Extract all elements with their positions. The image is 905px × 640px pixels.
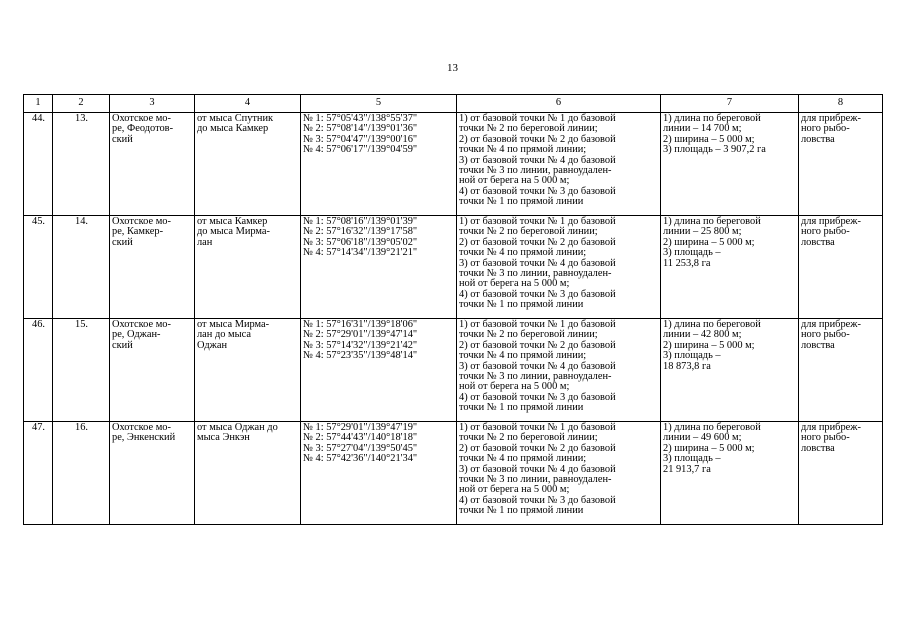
column-header: 1 <box>24 95 53 113</box>
boundary-description-cell <box>457 113 661 216</box>
purpose-line: ного рыбо- <box>801 432 850 444</box>
area-name-line: ре, Камкер- <box>112 226 164 238</box>
area-size-line: линии – 25 800 м; <box>663 226 742 238</box>
boundary-description-line: 3) от базовой точки № 4 до базовой <box>459 463 616 475</box>
purpose-cell <box>799 319 883 422</box>
row-number-cell: 46. <box>24 319 53 422</box>
boundary-description-line: точки № 3 по линии, равноудален- <box>459 268 612 280</box>
coordinates-line: № 2: 57°44'43"/140°18'18" <box>303 432 418 444</box>
boundary-description-cell <box>457 422 661 525</box>
boundary-description-line: точки № 4 по прямой линии; <box>459 144 587 156</box>
column-header: 6 <box>457 95 661 113</box>
boundary-description-line: 4) от базовой точки № 3 до базовой <box>459 494 616 506</box>
row-number-cell: 45. <box>24 216 53 319</box>
area-size-line: 3) площадь – <box>663 453 721 465</box>
table-row <box>24 319 883 422</box>
area-boundary-line: мыса Энкэн <box>197 432 250 444</box>
area-size-line: линии – 42 800 м; <box>663 329 742 341</box>
area-name-line: Охотское мо- <box>112 113 171 124</box>
coordinates-cell <box>301 422 457 525</box>
purpose-line: для прибреж- <box>801 113 861 124</box>
area-boundary-cell <box>195 422 301 525</box>
coordinates-line: № 1: 57°08'16"/139°01'39" <box>303 216 418 227</box>
area-name-cell <box>110 113 195 216</box>
boundary-description-line: точки № 1 по прямой линии <box>459 402 584 414</box>
boundary-description-line: ной от берега на 5 000 м; <box>459 175 570 187</box>
purpose-line: ловства <box>801 339 835 351</box>
coordinates-line: № 1: 57°05'43"/138°55'37" <box>303 113 418 124</box>
area-size-line: линии – 14 700 м; <box>663 123 742 135</box>
coordinates-line: № 4: 57°42'36"/140°21'34" <box>303 453 418 465</box>
coordinates-line: № 3: 57°14'32"/139°21'42" <box>303 339 418 351</box>
area-name-cell <box>110 319 195 422</box>
area-name-line: ре, Энкенский <box>112 432 176 444</box>
coordinates-line: № 4: 57°23'35"/139°48'14" <box>303 350 418 362</box>
area-boundary-cell <box>195 113 301 216</box>
area-size-line: 18 873,8 га <box>663 360 711 372</box>
coordinates-cell <box>301 216 457 319</box>
coordinates-cell <box>301 319 457 422</box>
area-name-line: ре, Феодотов- <box>112 123 174 135</box>
boundary-description-line: 1) от базовой точки № 1 до базовой <box>459 319 616 330</box>
area-number-cell: 16. <box>53 422 110 525</box>
coordinates-line: № 1: 57°29'01"/139°47'19" <box>303 422 418 433</box>
boundary-description-line: 4) от базовой точки № 3 до базовой <box>459 185 616 197</box>
area-name-line: ре, Оджан- <box>112 329 161 341</box>
purpose-cell <box>799 422 883 525</box>
area-boundary-cell <box>195 319 301 422</box>
column-header: 5 <box>301 95 457 113</box>
area-boundary-line: до мыса Мирма- <box>197 226 270 238</box>
column-header: 8 <box>799 95 883 113</box>
boundary-description-line: 3) от базовой точки № 4 до базовой <box>459 257 616 269</box>
area-size-cell <box>661 422 799 525</box>
boundary-description-line: 4) от базовой точки № 3 до базовой <box>459 288 616 300</box>
purpose-line: для прибреж- <box>801 422 861 433</box>
column-header: 3 <box>110 95 195 113</box>
boundary-description-line: точки № 2 по береговой линии; <box>459 226 598 238</box>
boundary-description-line: точки № 3 по линии, равноудален- <box>459 165 612 177</box>
area-number-cell: 15. <box>53 319 110 422</box>
area-size-line: 3) площадь – <box>663 247 721 259</box>
column-header: 7 <box>661 95 799 113</box>
purpose-line: для прибреж- <box>801 216 861 227</box>
purpose-line: ного рыбо- <box>801 123 850 135</box>
table-row <box>24 216 883 319</box>
area-boundary-line: от мыса Спутник <box>197 113 274 124</box>
purpose-line: ловства <box>801 133 835 145</box>
area-size-line: 21 913,7 га <box>663 463 711 475</box>
area-size-cell <box>661 113 799 216</box>
area-name-cell <box>110 422 195 525</box>
area-boundary-line: от мыса Камкер <box>197 216 268 227</box>
boundary-description-line: ной от берега на 5 000 м; <box>459 381 570 393</box>
area-name-line: Охотское мо- <box>112 319 171 330</box>
coordinates-cell <box>301 113 457 216</box>
area-size-line: 3) площадь – 3 907,2 га <box>663 144 766 156</box>
area-boundary-line: от мыса Мирма- <box>197 319 270 330</box>
boundary-description-line: точки № 1 по прямой линии <box>459 196 584 208</box>
boundary-description-line: 1) от базовой точки № 1 до базовой <box>459 113 616 124</box>
area-size-cell <box>661 319 799 422</box>
area-number-cell: 14. <box>53 216 110 319</box>
area-name-line: ский <box>112 133 133 145</box>
area-boundary-line: Оджан <box>197 339 228 351</box>
area-boundary-cell <box>195 216 301 319</box>
column-header: 2 <box>53 95 110 113</box>
area-size-line: 1) длина по береговой <box>663 113 761 124</box>
coordinates-line: № 4: 57°14'34"/139°21'21" <box>303 247 418 259</box>
coordinates-line: № 3: 57°04'47"/139°00'16" <box>303 133 418 145</box>
boundary-description-line: 1) от базовой точки № 1 до базовой <box>459 216 616 227</box>
area-boundary-line: лан до мыса <box>197 329 251 341</box>
area-number-cell: 13. <box>53 113 110 216</box>
area-name-line: Охотское мо- <box>112 422 171 433</box>
boundary-description-line: точки № 1 по прямой линии <box>459 299 584 311</box>
boundary-description-line: ной от берега на 5 000 м; <box>459 484 570 496</box>
boundary-description-cell <box>457 216 661 319</box>
boundary-description-line: точки № 1 по прямой линии <box>459 505 584 517</box>
coordinates-line: № 2: 57°29'01"/139°47'14" <box>303 329 418 341</box>
row-number-cell: 47. <box>24 422 53 525</box>
area-boundary-line: от мыса Оджан до <box>197 422 278 433</box>
area-size-line: 1) длина по береговой <box>663 216 761 227</box>
boundary-description-line: 3) от базовой точки № 4 до базовой <box>459 360 616 372</box>
area-name-line: ский <box>112 236 133 248</box>
area-name-line: ский <box>112 339 133 351</box>
area-size-line: 11 253,8 га <box>663 257 711 269</box>
boundary-description-line: 2) от базовой точки № 2 до базовой <box>459 236 616 248</box>
boundary-description-line: точки № 4 по прямой линии; <box>459 453 587 465</box>
boundary-description-line: точки № 2 по береговой линии; <box>459 329 598 341</box>
page-number: 13 <box>447 62 458 74</box>
area-boundary-line: лан <box>197 236 213 248</box>
table-row <box>24 422 883 525</box>
area-size-line: 2) ширина – 5 000 м; <box>663 133 755 145</box>
boundary-description-line: ной от берега на 5 000 м; <box>459 278 570 290</box>
purpose-line: ного рыбо- <box>801 329 850 341</box>
table-row <box>24 113 883 216</box>
purpose-line: для прибреж- <box>801 319 861 330</box>
boundary-description-line: 3) от базовой точки № 4 до базовой <box>459 154 616 166</box>
boundary-description-line: точки № 3 по линии, равноудален- <box>459 371 612 383</box>
area-size-line: 1) длина по береговой <box>663 319 761 330</box>
coordinates-line: № 3: 57°27'04"/139°50'45" <box>303 442 418 454</box>
area-name-cell <box>110 216 195 319</box>
coordinates-line: № 2: 57°16'32"/139°17'58" <box>303 226 418 238</box>
area-size-line: 2) ширина – 5 000 м; <box>663 236 755 248</box>
column-header: 4 <box>195 95 301 113</box>
area-size-line: 1) длина по береговой <box>663 422 761 433</box>
purpose-line: ловства <box>801 236 835 248</box>
area-boundary-line: до мыса Камкер <box>197 123 269 135</box>
boundary-description-cell <box>457 319 661 422</box>
boundary-description-line: точки № 2 по береговой линии; <box>459 123 598 135</box>
coordinates-line: № 4: 57°06'17"/139°04'59" <box>303 144 418 156</box>
coordinates-line: № 3: 57°06'18"/139°05'02" <box>303 236 418 248</box>
row-number-cell: 44. <box>24 113 53 216</box>
area-size-cell <box>661 216 799 319</box>
boundary-description-line: 4) от базовой точки № 3 до базовой <box>459 391 616 403</box>
boundary-description-line: точки № 3 по линии, равноудален- <box>459 474 612 486</box>
purpose-line: ловства <box>801 442 835 454</box>
fishing-areas-table <box>23 94 883 525</box>
boundary-description-line: 2) от базовой точки № 2 до базовой <box>459 133 616 145</box>
area-size-line: 2) ширина – 5 000 м; <box>663 442 755 454</box>
boundary-description-line: 2) от базовой точки № 2 до базовой <box>459 442 616 454</box>
area-name-line: Охотское мо- <box>112 216 171 227</box>
purpose-line: ного рыбо- <box>801 226 850 238</box>
boundary-description-line: точки № 4 по прямой линии; <box>459 247 587 259</box>
boundary-description-line: точки № 2 по береговой линии; <box>459 432 598 444</box>
table-header-row <box>24 95 883 113</box>
area-size-line: линии – 49 600 м; <box>663 432 742 444</box>
boundary-description-line: точки № 4 по прямой линии; <box>459 350 587 362</box>
boundary-description-line: 2) от базовой точки № 2 до базовой <box>459 339 616 351</box>
boundary-description-line: 1) от базовой точки № 1 до базовой <box>459 422 616 433</box>
area-size-line: 2) ширина – 5 000 м; <box>663 339 755 351</box>
coordinates-line: № 1: 57°16'31"/139°18'06" <box>303 319 418 330</box>
coordinates-line: № 2: 57°08'14"/139°01'36" <box>303 123 418 135</box>
area-size-line: 3) площадь – <box>663 350 721 362</box>
purpose-cell <box>799 113 883 216</box>
purpose-cell <box>799 216 883 319</box>
